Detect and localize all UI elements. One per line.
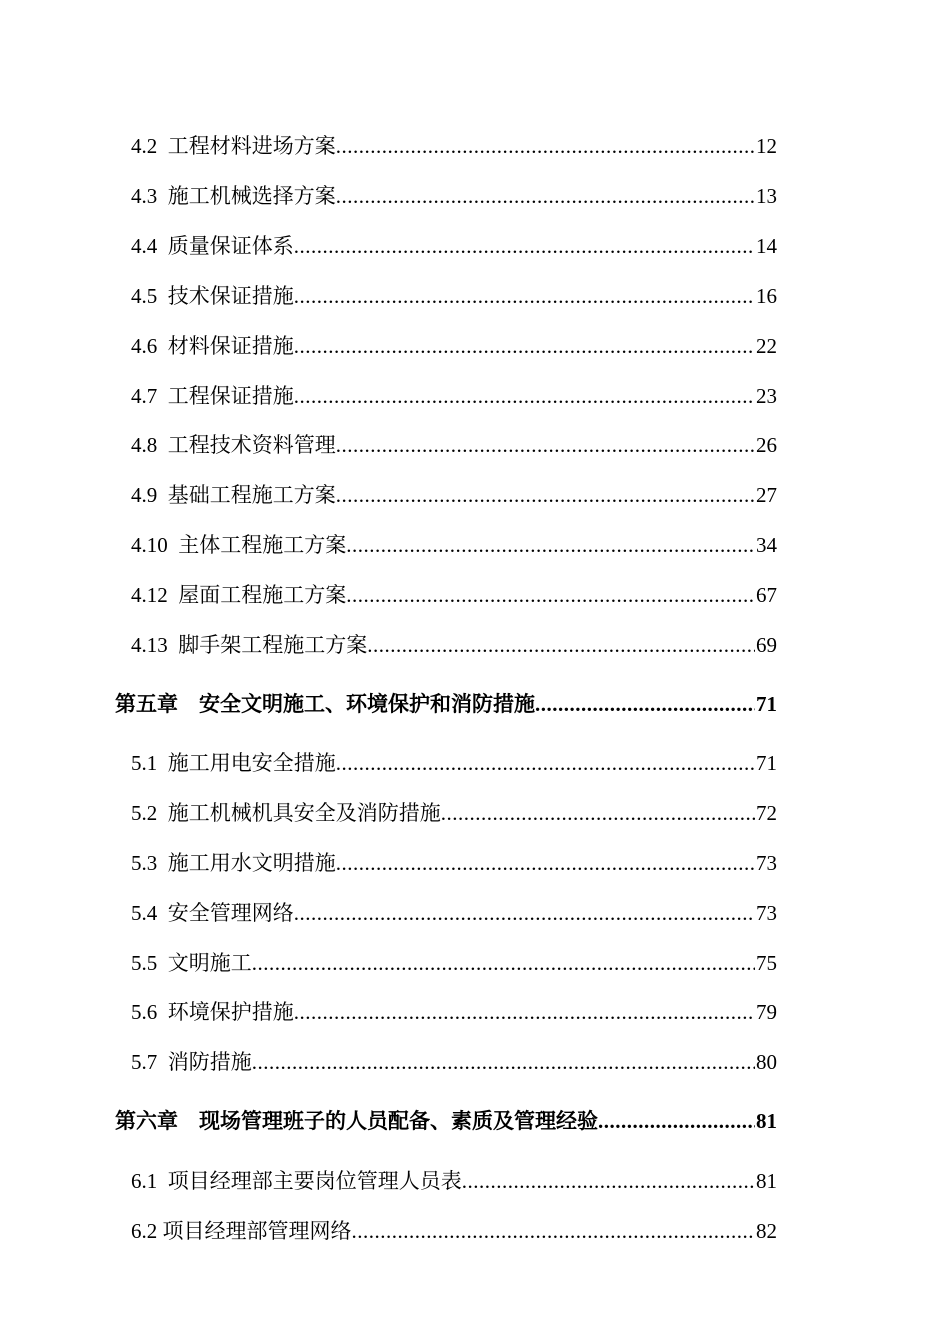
toc-entry-page: 16: [756, 284, 777, 308]
toc-entry-5-3[interactable]: [131, 849, 777, 877]
toc-entry-5-4[interactable]: [131, 899, 777, 927]
toc-entry-4-2[interactable]: [131, 132, 777, 160]
toc-entry-page: 67: [756, 583, 777, 607]
toc-entry-label: 5.5 文明施工: [131, 951, 252, 975]
dot-leader: [336, 132, 755, 160]
dot-leader: [336, 481, 755, 509]
dot-leader: [462, 1167, 755, 1195]
toc-entry-4-6[interactable]: [131, 332, 777, 360]
toc-entry-label: 4.6 材料保证措施: [131, 334, 294, 358]
toc-entry-label: 5.4 安全管理网络: [131, 901, 294, 925]
toc-entry-page: 27: [756, 483, 777, 507]
dot-leader: [252, 1048, 755, 1076]
dot-leader: [346, 581, 755, 609]
toc-entry-page: 22: [756, 334, 777, 358]
toc-entry-page: 73: [756, 851, 777, 875]
toc-chapter-6[interactable]: [115, 1107, 777, 1135]
toc-entry-page: 75: [756, 951, 777, 975]
toc-entry-5-2[interactable]: [131, 799, 777, 827]
toc-entry-page: 34: [756, 533, 777, 557]
dot-leader: [336, 849, 755, 877]
toc-entry-4-13[interactable]: [131, 631, 777, 659]
toc-entry-page: 13: [756, 184, 777, 208]
toc-entry-4-12[interactable]: [131, 581, 777, 609]
toc-entry-page: 69: [756, 633, 777, 657]
dot-leader: [294, 232, 755, 260]
toc-entry-page: 73: [756, 901, 777, 925]
dot-leader: [294, 282, 755, 310]
toc-entry-4-10[interactable]: [131, 531, 777, 559]
toc-entry-label: 4.9 基础工程施工方案: [131, 483, 336, 507]
dot-leader: [535, 690, 755, 718]
toc-entry-5-7[interactable]: [131, 1048, 777, 1076]
toc-entry-4-9[interactable]: [131, 481, 777, 509]
dot-leader: [367, 631, 755, 659]
toc-entry-page: 12: [756, 134, 777, 158]
toc-entry-4-7[interactable]: [131, 382, 777, 410]
toc-entry-label: 5.1 施工用电安全措施: [131, 751, 336, 775]
toc-entry-5-1[interactable]: [131, 749, 777, 777]
toc-entry-page: 71: [756, 751, 777, 775]
toc-entry-page: 82: [756, 1219, 777, 1243]
toc-chapter-5[interactable]: [115, 690, 777, 718]
toc-entry-label: 4.7 工程保证措施: [131, 384, 294, 408]
toc-entry-6-2[interactable]: [131, 1217, 777, 1245]
toc-entry-6-1[interactable]: [131, 1167, 777, 1195]
toc-entry-label: 4.5 技术保证措施: [131, 284, 294, 308]
toc-entry-label: 5.2 施工机械机具安全及消防措施: [131, 801, 441, 825]
toc-entry-label: 4.3 施工机械选择方案: [131, 184, 336, 208]
toc-entry-4-4[interactable]: [131, 232, 777, 260]
toc-entry-label: 6.2 项目经理部管理网络: [131, 1219, 352, 1243]
toc-entry-label: 5.7 消防措施: [131, 1050, 252, 1074]
toc-entry-page: 81: [756, 1169, 777, 1193]
dot-leader: [441, 799, 755, 827]
dot-leader: [294, 998, 755, 1026]
toc-entry-page: 14: [756, 234, 777, 258]
toc-entry-5-6[interactable]: [131, 998, 777, 1026]
toc-entry-4-8[interactable]: [131, 431, 777, 459]
toc-entry-page: 71: [756, 692, 777, 716]
toc-entry-page: 23: [756, 384, 777, 408]
dot-leader: [294, 332, 755, 360]
toc-entry-page: 79: [756, 1000, 777, 1024]
toc-chapter-label: 第五章 安全文明施工、环境保护和消防措施: [115, 692, 535, 716]
toc-entry-page: 80: [756, 1050, 777, 1074]
dot-leader: [294, 382, 755, 410]
dot-leader: [336, 431, 755, 459]
dot-leader: [346, 531, 755, 559]
toc-entry-label: 4.4 质量保证体系: [131, 234, 294, 258]
toc-entry-label: 4.13 脚手架工程施工方案: [131, 633, 368, 657]
toc-entry-label: 4.12 屋面工程施工方案: [131, 583, 347, 607]
toc-entry-page: 81: [756, 1109, 777, 1133]
dot-leader: [336, 749, 755, 777]
dot-leader: [252, 949, 755, 977]
toc-entry-label: 4.10 主体工程施工方案: [131, 533, 347, 557]
toc-entry-label: 5.3 施工用水文明措施: [131, 851, 336, 875]
dot-leader: [336, 182, 755, 210]
toc-entry-label: 4.2 工程材料进场方案: [131, 134, 336, 158]
toc-entry-4-3[interactable]: [131, 182, 777, 210]
toc-entry-label: 6.1 项目经理部主要岗位管理人员表: [131, 1169, 462, 1193]
dot-leader: [352, 1217, 756, 1245]
toc-entry-page: 72: [756, 801, 777, 825]
toc-entry-page: 26: [756, 433, 777, 457]
toc-entry-4-5[interactable]: [131, 282, 777, 310]
dot-leader: [294, 899, 755, 927]
toc-entry-label: 4.8 工程技术资料管理: [131, 433, 336, 457]
toc-entry-label: 5.6 环境保护措施: [131, 1000, 294, 1024]
toc-entry-5-5[interactable]: [131, 949, 777, 977]
dot-leader: [598, 1107, 755, 1135]
toc-chapter-label: 第六章 现场管理班子的人员配备、素质及管理经验: [115, 1109, 598, 1133]
